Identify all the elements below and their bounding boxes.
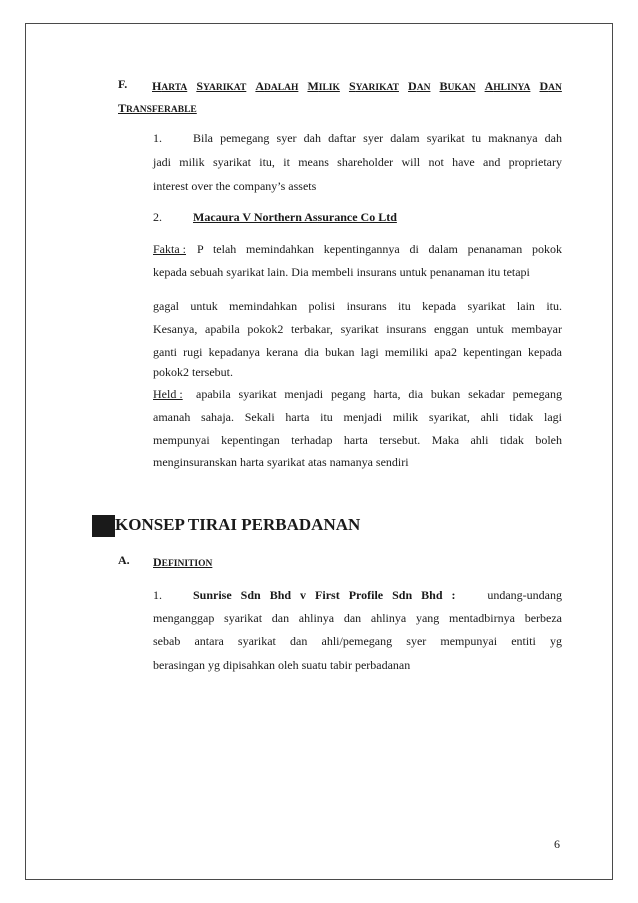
page-number: 6	[554, 837, 560, 851]
title-word: SYARIKAT	[348, 79, 399, 93]
item-1-line-3: interest over the company’s assets	[153, 179, 317, 193]
item-1-line-2: jadi milik syarikat itu, it means shareholder will not have and proprietary	[153, 155, 562, 169]
section-f-letter: F.	[118, 77, 128, 91]
held-line-3: mempunyai kepentingan terhadap harta tersebut. Maka ahli tidak boleh	[153, 433, 562, 447]
title-word: DAN	[539, 79, 562, 93]
item-s2-1-line-2: menganggap syarikat dan ahlinya dan ahlinya yang mentadbirnya berbeza	[153, 611, 562, 625]
item-1-line-1: Bila pemegang syer dah daftar syer dalam syarikat tu maknanya dah	[193, 131, 562, 145]
item-s2-1-number: 1.	[153, 588, 162, 602]
heading-marker-block	[92, 515, 115, 537]
title-word: HARTA	[152, 79, 188, 93]
item-s2-1-line-3: sebab antara syarikat dan ahli/pemegang syer mempunyai entiti yg	[153, 634, 562, 648]
subsection-a-letter: A.	[118, 553, 130, 567]
item-2-number: 2.	[153, 210, 162, 224]
case-title-sunrise: Sunrise Sdn Bhd v First Profile Sdn Bhd :	[193, 588, 456, 602]
subsection-a-title: DEFINITION	[153, 555, 213, 569]
section-f-title-line1	[152, 77, 562, 95]
section-f-title-line2: TRANSFERABLE	[118, 101, 197, 115]
para-line-4: pokok2 tersebut.	[153, 365, 233, 379]
title-word: ADALAH	[255, 79, 299, 93]
held-line-1: apabila syarikat menjadi pegang harta, dia bukan sekadar pemegang	[196, 387, 562, 401]
title-word: SYARIKAT	[196, 79, 247, 93]
fakta-line-1: P telah memindahkan kepentingannya di dalam penanaman pokok	[197, 242, 562, 256]
section-heading-konsep: KONSEP TIRAI PERBADANAN	[115, 515, 361, 534]
para-line-3: ganti rugi kepadanya kerana dia bukan lagi memiliki apa2 kepentingan kepada	[153, 345, 562, 359]
para-line-1: gagal untuk memindahkan polisi insurans itu kepada syarikat lain itu.	[153, 299, 562, 313]
item-s2-1-line-1	[193, 588, 562, 603]
case-title-macaura: Macaura V Northern Assurance Co Ltd	[193, 210, 397, 224]
item-1-number: 1.	[153, 131, 162, 145]
page-border	[25, 23, 613, 880]
title-word: AHLINYA	[484, 79, 531, 93]
item-s2-1-line-4: berasingan yg dipisahkan oleh suatu tabir perbadanan	[153, 658, 411, 672]
held-line-4: menginsuranskan harta syarikat atas namanya sendiri	[153, 455, 409, 469]
para-line-2: Kesanya, apabila pokok2 terbakar, syarikat insurans enggan untuk membayar	[153, 322, 562, 336]
title-word: MILIK	[307, 79, 340, 93]
item-s2-1-line-1-rest: undang-undang	[487, 588, 562, 602]
title-word: DAN	[408, 79, 431, 93]
fakta-line-2: kepada sebuah syarikat lain. Dia membeli insurans untuk penanaman itu tetapi	[153, 265, 530, 279]
title-word: BUKAN	[439, 79, 476, 93]
fakta-label: Fakta :	[153, 242, 186, 256]
held-label: Held :	[153, 387, 183, 401]
held-line-2: amanah sahaja. Sekali harta itu menjadi milik syarikat, ahli tidak lagi	[153, 410, 562, 424]
